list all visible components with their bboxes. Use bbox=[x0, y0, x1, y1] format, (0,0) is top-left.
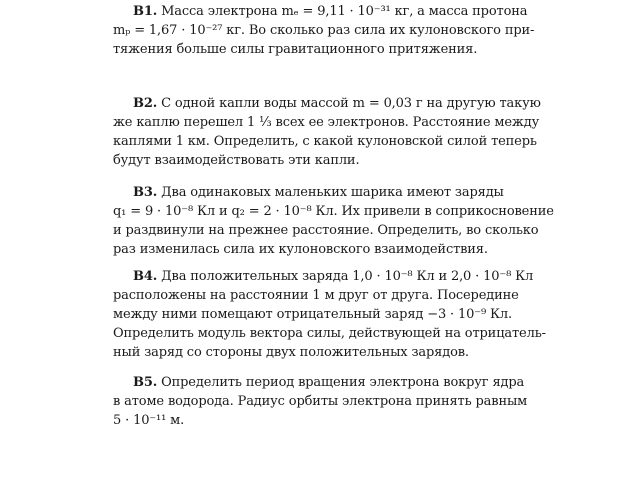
problem-b1-text-1: Масса электрона mₑ = 9,11 · 10⁻³¹ кг, а масса протона bbox=[161, 4, 528, 19]
problem-b3 bbox=[113, 183, 573, 259]
problem-b5 bbox=[113, 373, 573, 430]
problem-b4 bbox=[113, 267, 573, 362]
problem-b2-line-3: каплями 1 км. Определить, с какой кулоновской силой теперь bbox=[113, 134, 537, 149]
problem-b1-line-1 bbox=[113, 2, 573, 21]
problem-b5-label: В5. bbox=[133, 375, 158, 390]
problem-b4-text-1: Два положительных заряда 1,0 · 10⁻⁸ Кл и 2,0 · 10⁻⁸ Кл bbox=[161, 269, 534, 284]
problem-b3-line-4: раз изменилась сила их кулоновского взаимодействия. bbox=[113, 242, 488, 257]
problem-b4-line-4: Определить модуль вектора силы, действующей на отрицатель- bbox=[113, 326, 546, 341]
problem-b3-line-1 bbox=[113, 183, 573, 202]
problem-b4-line-2: расположены на расстоянии 1 м друг от друга. Посередине bbox=[113, 288, 519, 303]
problem-b1-line-2: mₚ = 1,67 · 10⁻²⁷ кг. Во сколько раз сила их кулоновского при- bbox=[113, 23, 535, 38]
problem-b2-text-1: С одной капли воды массой m = 0,03 г на другую такую bbox=[161, 96, 541, 111]
problem-b2 bbox=[113, 94, 573, 170]
problem-b5-line-2: в атоме водорода. Радиус орбиты электрона принять равным bbox=[113, 394, 528, 409]
problem-b1-label: В1. bbox=[133, 4, 158, 19]
problem-b5-line-1 bbox=[113, 373, 573, 392]
problem-b1 bbox=[113, 2, 573, 59]
problem-b4-label: В4. bbox=[133, 269, 158, 284]
problem-b5-line-3: 5 · 10⁻¹¹ м. bbox=[113, 413, 185, 428]
problem-b1-line-3: тяжения больше силы гравитационного притяжения. bbox=[113, 42, 478, 57]
problem-b2-line-4: будут взаимодействовать эти капли. bbox=[113, 153, 360, 168]
problem-b2-label: В2. bbox=[133, 96, 158, 111]
problem-b5-text-1: Определить период вращения электрона вокруг ядра bbox=[161, 375, 525, 390]
problem-b3-line-2: q₁ = 9 · 10⁻⁸ Кл и q₂ = 2 · 10⁻⁸ Кл. Их привели в соприкосновение bbox=[113, 204, 554, 219]
problem-b4-line-1 bbox=[113, 267, 573, 286]
problem-b4-line-3: между ними помещают отрицательный заряд −3 · 10⁻⁹ Кл. bbox=[113, 307, 513, 322]
problem-b3-label: В3. bbox=[133, 185, 158, 200]
problem-b2-line-1 bbox=[113, 94, 573, 113]
problem-b3-line-3: и раздвинули на прежнее расстояние. Определить, во сколько bbox=[113, 223, 539, 238]
problem-b3-text-1: Два одинаковых маленьких шарика имеют заряды bbox=[161, 185, 504, 200]
problem-b4-line-5: ный заряд со стороны двух положительных зарядов. bbox=[113, 345, 469, 360]
problem-b2-line-2: же каплю перешел 1 ⅓ всех ее электронов. Расстояние между bbox=[113, 115, 540, 130]
